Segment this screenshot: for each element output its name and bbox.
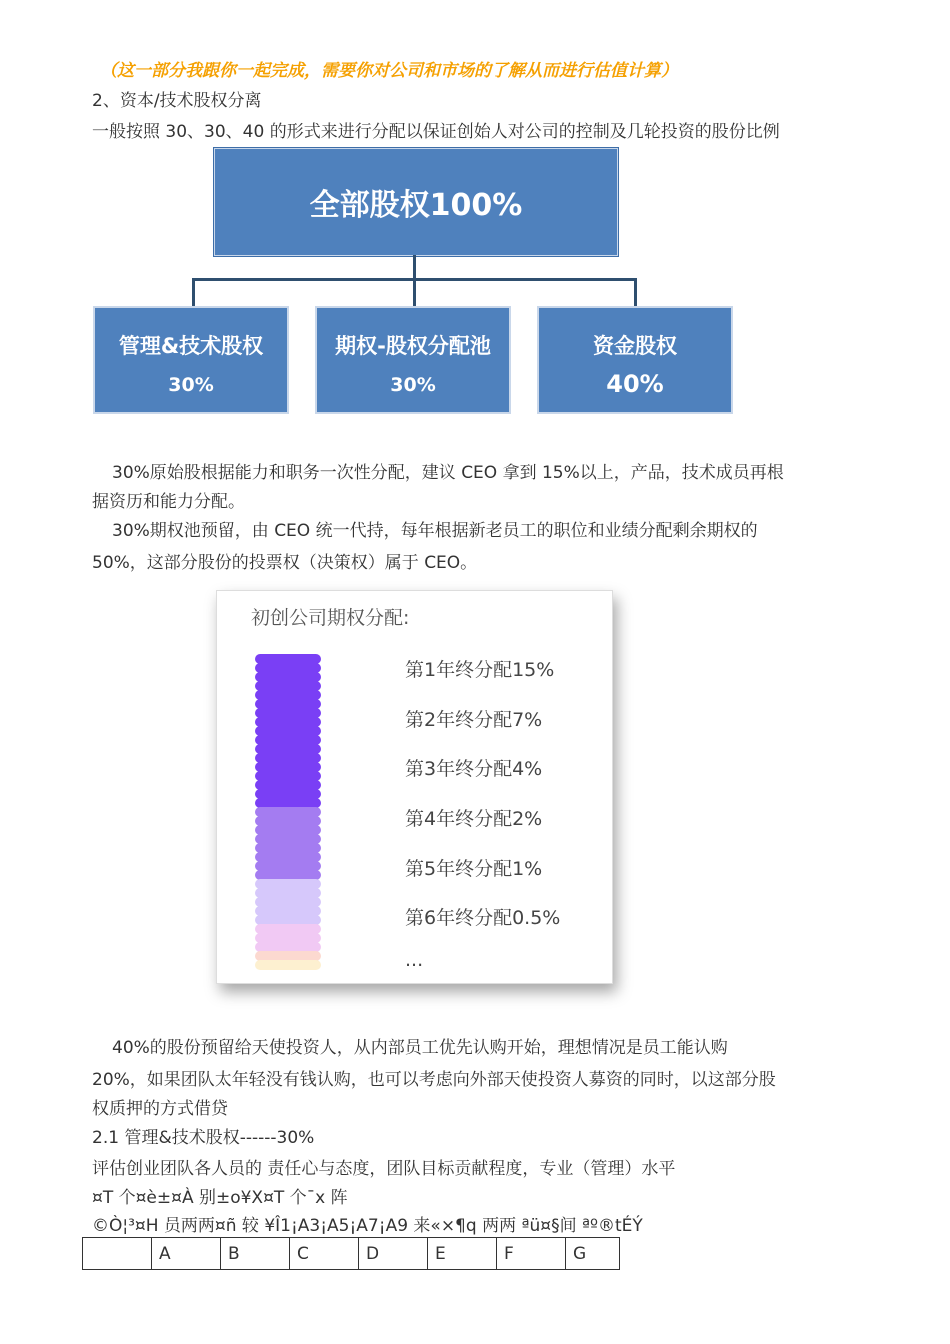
paragraph-text: 权质押的方式借贷 [92,1099,228,1119]
management-tech-equity-box [93,306,289,414]
paragraph-text: 40%的股份预留给天使投资人，从内部员工优先认购开始，理想情况是员工能认购 [112,1038,728,1058]
paragraph-text: 20%，如果团队太年轻没有钱认购，也可以考虑向外部天使投资人募资的同时，以这部分股 [92,1070,776,1090]
table-header-cell [83,1238,152,1270]
paragraph-text: 30%期权池预留，由 CEO 统一代持，每年根据新老员工的职位和业绩分配剩余期权的 [112,521,758,541]
table-header-cell: E [428,1238,497,1270]
table-header-cell: D [359,1238,428,1270]
table-header-cell: C [290,1238,359,1270]
year-label: 第2年终分配7% [405,709,543,731]
box-percent: 30% [390,374,436,396]
year-label: 第1年终分配15% [405,659,555,681]
year-label: 第4年终分配2% [405,808,543,830]
box-label: 期权-股权分配池 [335,334,491,358]
subsection-heading: 2.1 管理&技术股权------30% [92,1128,315,1148]
connector-left [192,278,195,306]
table-row [83,1238,620,1270]
year-label: 第6年终分配0.5% [405,907,561,929]
intro-text: 一般按照 30、30、40 的形式来进行分配以保证创始人对公司的控制及几轮投资的股份比例 [92,122,780,142]
section-heading: 2、资本/技术股权分离 [92,91,262,111]
box-label: 管理&技术股权 [118,334,264,358]
paragraph-text: 评估创业团队各人员的 责任心与态度，团队目标贡献程度，专业（管理）水平 [92,1159,676,1179]
garbled-text: ¤T 个¤è±¤À 别±o¥X¤T 个¯x 阵 [92,1188,348,1208]
table-header-cell: B [221,1238,290,1270]
allocation-segment [255,960,321,970]
table-header-cell: A [152,1238,221,1270]
option-allocation-panel [216,590,613,984]
capital-equity-box [537,306,733,414]
paragraph-text: 30%原始股根据能力和职务一次性分配，建议 CEO 拿到 15%以上，产品，技术成员再根 [112,463,784,483]
garbled-text: ©Ò¦³¤H 员两两¤ñ 较 ¥Î1¡A3¡A5¡A7¡A9 来«×¶q 两两 ªü¤§间 ªº®tÉÝ [92,1216,643,1236]
equity-total-box: 全部股权100% [213,147,619,257]
connector-middle [413,278,416,306]
box-percent: 30% [168,374,214,396]
option-pool-box [315,306,511,414]
paragraph-text: 据资历和能力分配。 [92,492,245,512]
note-text: （这一部分我跟你一起完成，需要你对公司和市场的了解从而进行估值计算） [100,61,678,81]
panel-title: 初创公司期权分配: [251,607,410,629]
year-label: 第5年终分配1% [405,858,543,880]
box-label: 资金股权 [593,334,677,358]
paragraph-text: 50%，这部分股份的投票权（决策权）属于 CEO。 [92,553,478,573]
table-header-cell: F [497,1238,566,1270]
box-percent: 40% [606,370,664,398]
connector-right [634,278,637,306]
year-label: 第3年终分配4% [405,758,543,780]
comparison-table [82,1237,620,1270]
table-header-cell: G [566,1238,620,1270]
connector-vertical [413,255,416,280]
ellipsis-text: ... [405,949,424,971]
